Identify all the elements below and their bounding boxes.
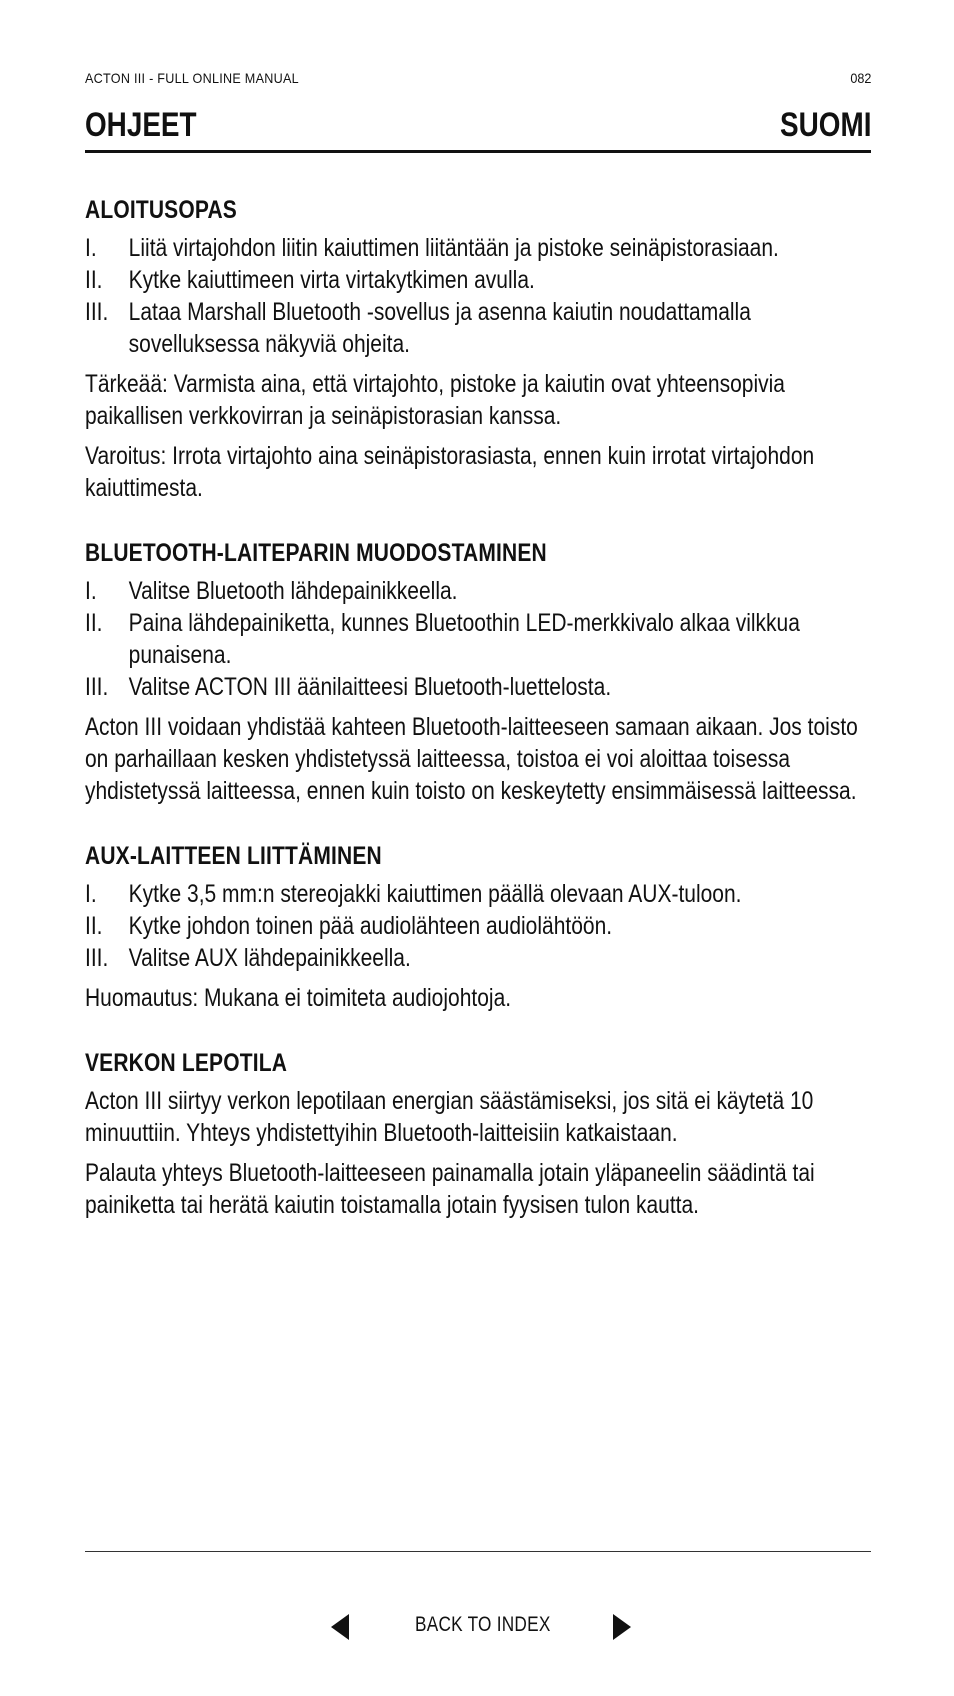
step-number: I. <box>85 234 97 262</box>
step-text: Kytke kaiuttimeen virta virtakytkimen avulla. <box>128 266 535 294</box>
section-title: OHJEET <box>85 106 197 144</box>
step-text: Valitse Bluetooth lähdepainikkeella. <box>128 577 458 605</box>
step-number: III. <box>85 673 109 701</box>
step-list <box>85 575 871 703</box>
warning-note: Varoitus: Irrota virtajohto aina seinäpistorasiasta, ennen kuin irrotat virtajohdon kaiuttimesta. <box>85 442 815 502</box>
footer-navigation <box>85 1610 871 1650</box>
content-body <box>85 194 871 1221</box>
triangle-right-icon[interactable] <box>613 1614 631 1640</box>
section-heading: BLUETOOTH-LAITEPARIN MUODOSTAMINEN <box>85 539 547 567</box>
paragraph: Palauta yhteys Bluetooth-laitteeseen painamalla jotain yläpaneelin säädintä tai painiketta tai herätä kaiutin toistamalla jotain fyysisen tulon kautta. <box>85 1159 815 1219</box>
paragraph: Acton III siirtyy verkon lepotilaan energian säästämiseksi, jos sitä ei käytetä 10 minuuttiin. Yhteys yhdistettyihin Bluetooth-laitteisiin katkaistaan. <box>85 1087 814 1147</box>
list-item <box>85 878 871 910</box>
list-item <box>85 232 871 264</box>
section-getting-started <box>85 194 871 504</box>
section-network-standby <box>85 1047 871 1221</box>
step-number: II. <box>85 609 103 637</box>
list-item <box>85 671 871 703</box>
step-number: II. <box>85 266 103 294</box>
section-bluetooth-pairing <box>85 537 871 807</box>
triangle-left-icon[interactable] <box>331 1614 349 1640</box>
section-heading: VERKON LEPOTILA <box>85 1049 288 1077</box>
back-to-index-link[interactable]: BACK TO INDEX <box>415 1613 551 1636</box>
manual-content <box>85 194 871 1254</box>
footer-divider <box>85 1551 871 1552</box>
manual-page <box>85 0 871 1696</box>
step-text: Kytke johdon toinen pää audiolähteen audiolähtöön. <box>128 912 613 940</box>
paragraph: Acton III voidaan yhdistää kahteen Bluetooth-laitteeseen samaan aikaan. Jos toisto on parhaillaan kesken yhdistetyssä laitteessa, toistoa ei voi aloittaa toisessa yhdistetyssä laitteessa, ennen kuin toisto on keskeytetty ensimmäisessä laitteessa. <box>85 713 858 805</box>
step-text: Kytke 3,5 mm:n stereojakki kaiuttimen päällä olevaan AUX-tuloon. <box>128 880 742 908</box>
step-number: I. <box>85 880 97 908</box>
running-header <box>85 70 792 86</box>
step-number: I. <box>85 577 97 605</box>
list-item <box>85 575 871 607</box>
important-note: Tärkeää: Varmista aina, että virtajohto, pistoke ja kaiutin ovat yhteensopivia paikallisen verkkovirran ja seinäpistorasian kanssa. <box>85 370 785 430</box>
step-number: II. <box>85 912 103 940</box>
section-aux-connection <box>85 840 871 1014</box>
step-text: Valitse ACTON III äänilaitteesi Bluetooth-luettelosta. <box>128 673 612 701</box>
title-bar <box>85 108 871 153</box>
step-text: Paina lähdepainiketta, kunnes Bluetoothin LED-merkkivalo alkaa vilkkua punaisena. <box>128 609 800 669</box>
list-item <box>85 942 871 974</box>
list-item <box>85 296 871 360</box>
list-item <box>85 607 871 671</box>
note: Huomautus: Mukana ei toimiteta audiojohtoja. <box>85 984 512 1012</box>
section-heading: AUX-LAITTEEN LIITTÄMINEN <box>85 842 382 870</box>
step-list <box>85 232 871 360</box>
list-item <box>85 264 871 296</box>
page-number: 082 <box>849 70 871 86</box>
step-number: III. <box>85 944 109 972</box>
step-text: Liitä virtajohdon liitin kaiuttimen liitäntään ja pistoke seinäpistorasiaan. <box>128 234 779 262</box>
manual-title: ACTON III - FULL ONLINE MANUAL <box>85 70 299 86</box>
section-heading: ALOITUSOPAS <box>85 196 237 224</box>
language-label: SUOMI <box>779 106 871 144</box>
step-text: Valitse AUX lähdepainikkeella. <box>128 944 411 972</box>
list-item <box>85 910 871 942</box>
step-list <box>85 878 871 974</box>
step-text: Lataa Marshall Bluetooth -sovellus ja asenna kaiutin noudattamalla sovelluksessa näkyviä ohjeita. <box>128 298 751 358</box>
step-number: III. <box>85 298 109 326</box>
